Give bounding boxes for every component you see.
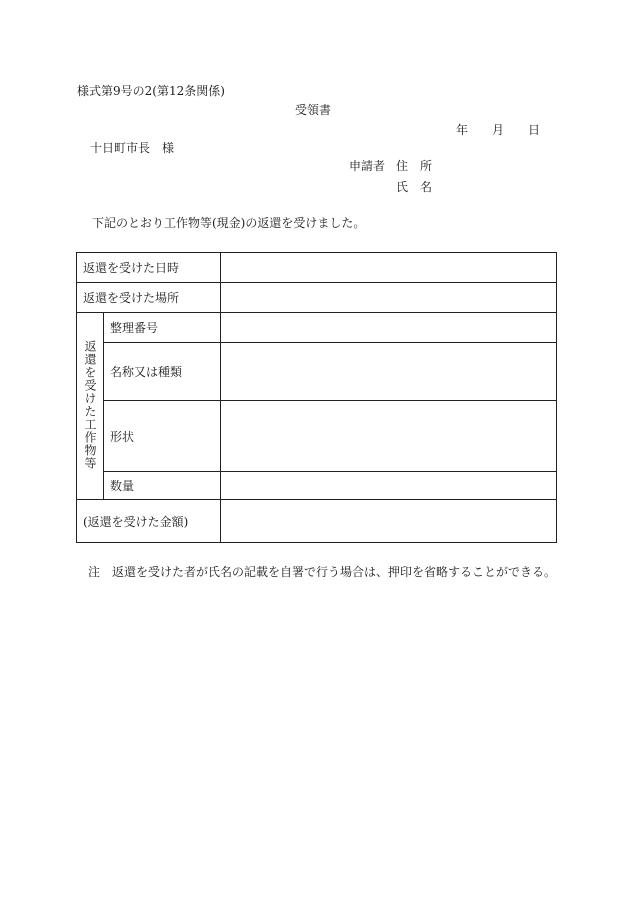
table-row [77, 343, 557, 401]
returned-place-label: 返還を受けた場所 [77, 283, 221, 313]
table-row [77, 283, 557, 313]
name-type-label: 名称又は種類 [104, 343, 221, 401]
shape-label: 形状 [104, 401, 221, 472]
note-text: 注 返還を受けた者が氏名の記載を自署で行う場合は、押印を省略することができる。 [88, 565, 557, 579]
returned-datetime-label: 返還を受けた日時 [77, 253, 221, 283]
ref-number-label: 整理番号 [104, 313, 221, 343]
quantity-label: 数量 [104, 472, 221, 500]
address-label: 住 所 [396, 159, 433, 173]
shape-field[interactable] [221, 401, 557, 472]
returned-place-field[interactable] [221, 283, 557, 313]
addressee: 十日町市長 様 [90, 141, 175, 155]
applicant-label: 申請者 [349, 159, 386, 173]
statement-text: 下記のとおり工作物等(現金)の返還を受けました。 [92, 216, 366, 230]
receipt-table [76, 252, 557, 543]
name-label: 氏 名 [396, 180, 433, 194]
table-row [77, 401, 557, 472]
table-row [77, 313, 557, 343]
form-number: 様式第9号の2(第12条関係) [77, 84, 225, 98]
returned-items-group-label: 返還を受けた工作物等 [83, 339, 97, 470]
returned-amount-field[interactable] [221, 500, 557, 543]
table-row [77, 500, 557, 543]
ref-number-field[interactable] [221, 313, 557, 343]
returned-datetime-field[interactable] [221, 253, 557, 283]
date-year-label: 年 [456, 123, 469, 137]
document-title: 受領書 [295, 103, 332, 117]
name-type-field[interactable] [221, 343, 557, 401]
table-row [77, 253, 557, 283]
quantity-field[interactable] [221, 472, 557, 500]
returned-amount-label: (返還を受けた金額) [77, 500, 221, 543]
date-day-label: 日 [528, 123, 541, 137]
date-month-label: 月 [492, 123, 505, 137]
table-row [77, 472, 557, 500]
returned-items-group-cell [77, 313, 104, 500]
